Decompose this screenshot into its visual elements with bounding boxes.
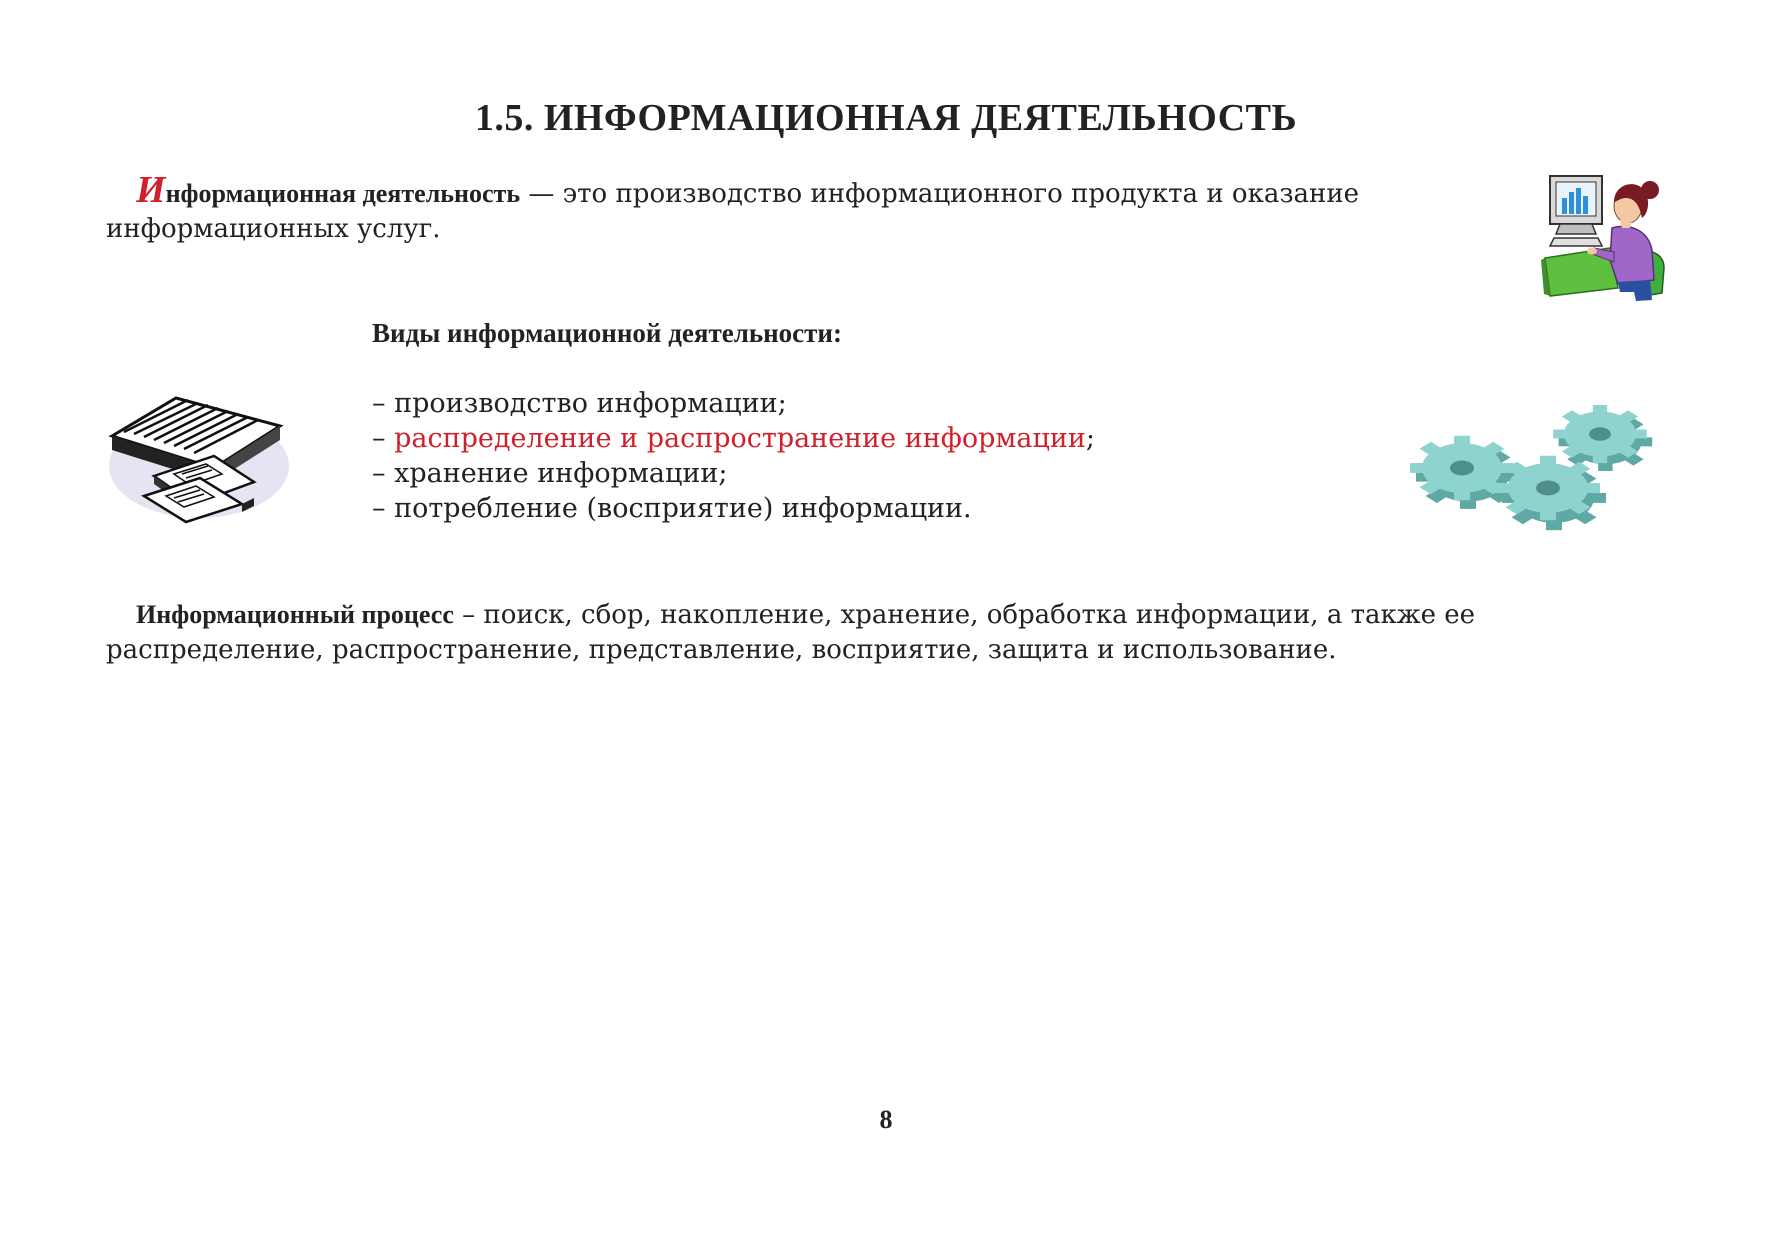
list-item [372, 421, 1095, 456]
list-item-end: ; [777, 388, 787, 419]
list-dash: – [372, 458, 395, 489]
list-item-end: ; [1085, 423, 1095, 454]
list-dash: – [372, 388, 395, 419]
list-item-text: хранение информации [394, 458, 719, 489]
page-title: 1.5. ИНФОРМАЦИОННАЯ ДЕЯТЕЛЬНОСТЬ [474, 97, 1298, 139]
list-item-text: распределение и распространение информации [394, 423, 1086, 454]
drop-cap: И [136, 169, 166, 211]
page-number: 8 [879, 1105, 893, 1134]
list-item [372, 491, 1095, 526]
process-text: – поиск, сбор, накопление, хранение, обработка информации, а также ее распределение, распространение, представление, восприятие, защита и использование. [106, 600, 1476, 665]
list-item-text: производство информации [394, 388, 778, 419]
list-item [372, 386, 1095, 421]
list-item-text: потребление (восприятие) информации [394, 493, 964, 524]
list-dash: – [372, 493, 395, 524]
process-paragraph [106, 597, 1671, 668]
intro-text: — это производство информационного продукта и оказание информационных услуг. [106, 179, 1360, 244]
intro-paragraph [106, 169, 1491, 247]
gears-icon [1400, 382, 1670, 542]
intro-term: нформационная деятельность [165, 179, 521, 208]
list-dash: – [372, 423, 395, 454]
list-item-end: ; [718, 458, 728, 489]
list-item-end: . [963, 493, 972, 524]
types-list [372, 386, 1095, 526]
process-term: Информационный процесс [136, 600, 454, 629]
types-heading: Виды информационной деятельности: [372, 318, 842, 348]
floppy-disks-icon [104, 386, 294, 526]
woman-at-computer-icon [1540, 168, 1670, 303]
list-item [372, 456, 1095, 491]
